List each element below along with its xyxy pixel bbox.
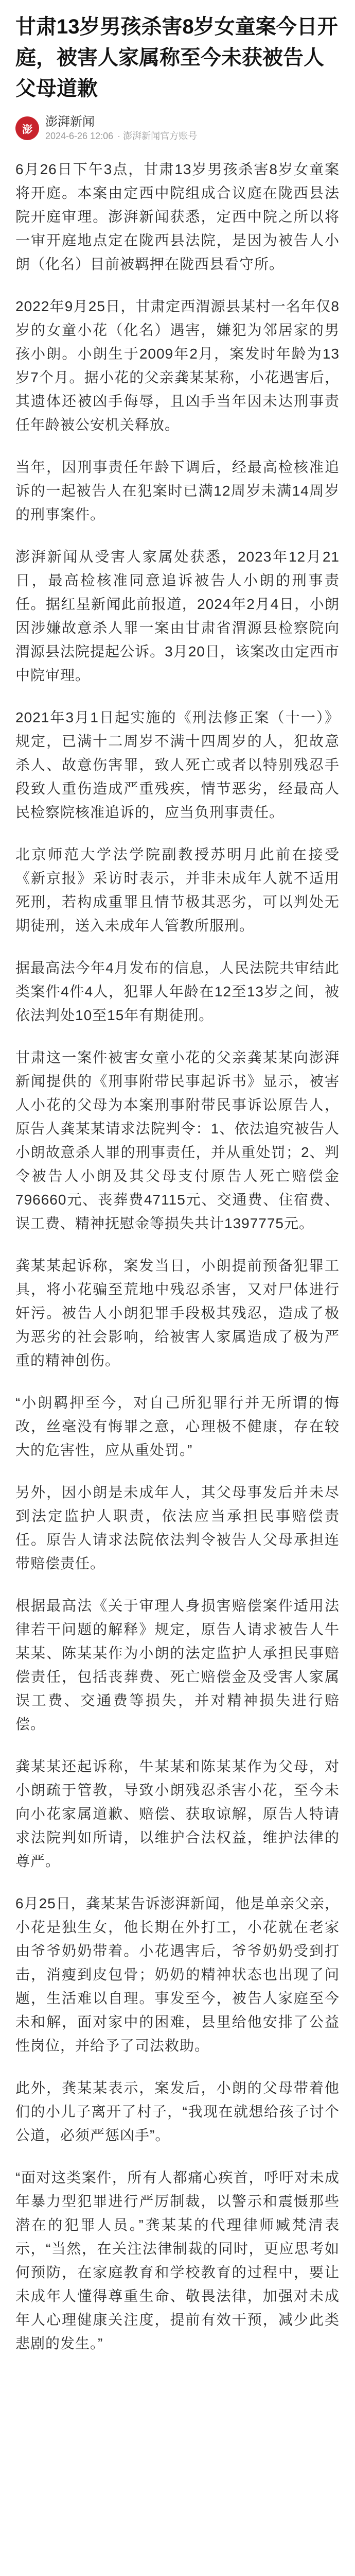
publish-date: 2024-6-26 12:06 [45,131,114,141]
paragraph: 根据最高法《关于审理人身损害赔偿案件适用法律若干问题的解释》规定，原告人请求被告人牛某某、陈某某作为小朗的法定监护人承担民事赔偿责任，包括丧葬费、死亡赔偿金及受害人家属误工费、交通费等损失，并对精神损失进行赔偿。 [15,1598,340,1732]
paragraph: “面对这类案件，所有人都痛心疾首，呼吁对未成年暴力型犯罪进行严厉制裁，以警示和震慑那些潜在的犯罪人员。”龚某某的代理律师臧梵清表示，“当然，在关注法律制裁的同时，更应思考如何预防，在家庭教育和学校教育的过程中，要让未成年人懂得尊重生命、敬畏法律，加强对未成年人心理健康关注度，提前有效干预，减少此类悲剧的发生。” [15,2170,340,2351]
paragraph: 甘肃这一案件被害女童小花的父亲龚某某向澎湃新闻提供的《刑事附带民事起诉书》显示，被害人小花的父母为本案刑事附带民事诉讼原告人，原告人龚某某请求法院判令：1、依法追究被告人小朗故意杀人罪的刑事责任，并从重处罚；2、判令被告人小朗及其父母支付原告人死亡赔偿金796660元、丧葬费47115元、交通费、住宿费、误工费、精神抚慰金等损失共计1397775元。 [15,1049,340,1231]
publish-meta [45,130,201,142]
paragraph: 澎湃新闻从受害人家属处获悉，2023年12月21日，最高检核准同意追诉被告人小朗的刑事责任。据红星新闻此前报道，2024年2月4日，小朗因涉嫌故意杀人罪一案由甘肃省渭源县检察院向渭源县法院提起公诉。3月20日，该案改由定西市中院审理。 [15,549,340,683]
source-info [45,114,201,142]
article-title: 甘肃13岁男孩杀害8岁女童案今日开庭，被害人家属称至今未获被告人父母道歉 [15,15,338,100]
paragraph: 据最高法今年4月发布的信息，人民法院共审结此类案件4件4人，犯罪人年龄在12至13岁之间，被依法判处10至15年有期徒刑。 [15,960,340,1023]
paragraph: 另外，因小朗是未成年人，其父母事发后并未尽到法定监护人职责，依法应当承担民事赔偿责任。原告人请求法院依法判令被告人父母承担连带赔偿责任。 [15,1484,340,1571]
article-body [0,142,355,2355]
paragraph: 2022年9月25日，甘肃定西渭源县某村一名年仅8岁的女童小花（化名）遇害，嫌犯为邻居家的男孩小朗。小朗生于2009年2月，案发时年龄为13岁7个月。据小花的父亲龚某某称，小花遇害后，其遗体还被凶手侮辱，且凶手当年因未达刑事责任年龄被公安机关释放。 [15,298,340,433]
source-bar [15,114,340,142]
paragraph: 当年，因刑事责任年龄下调后，经最高检核准追诉的一起被告人在犯案时已满12周岁未满14周岁的刑事案件。 [15,459,340,522]
paragraph: 6月25日，龚某某告诉澎湃新闻，他是单亲父亲，小花是独生女，他长期在外打工，小花就在老家由爷爷奶奶带着。小花遇害后，爷爷奶奶受到打击，消瘦到皮包骨；奶奶的精神状态也出现了问题，生活难以自理。事发至今，被告人家庭至今未和解，面对家中的困难，县里给他安排了公益性岗位，并给予了司法救助。 [15,1895,340,2054]
publisher-avatar[interactable]: 澎 [15,116,39,140]
paragraph: 此外，龚某某表示，案发后，小朗的父母带着他们的小儿子离开了村子，“我现在就想给孩子讨个公道，必须严惩凶手”。 [15,2080,340,2143]
paragraph: 北京师范大学法学院副教授苏明月此前在接受《新京报》采访时表示，并非未成年人就不适用死刑，若构成重罪且情节极其恶劣，可以判处无期徒刑，送入未成年人管教所服刑。 [15,846,340,934]
paragraph: 龚某某起诉称，案发当日，小朗提前预备犯罪工具，将小花骗至荒地中残忍杀害，又对尸体进行奸污。被告人小朗犯罪手段极其残忍，造成了极为恶劣的社会影响，给被害人家属造成了极为严重的精神创伤。 [15,1258,340,1368]
publisher-name[interactable]: 澎湃新闻 [45,115,95,129]
publisher-note: · 澎湃新闻官方账号 [117,131,198,141]
paragraph: 6月26日下午3点，甘肃13岁男孩杀害8岁女童案将开庭。本案由定西中院组成合议庭在陇西县法院开庭审理。澎湃新闻获悉，定西中院之所以将一审开庭地点定在陇西县法院，是因为被告人小朗（化名）目前被羁押在陇西县看守所。 [15,161,340,272]
paragraph: “小朗羁押至今，对自己所犯罪行并无所谓的悔改，丝毫没有悔罪之意，心理极不健康，存在较大的危害性，应从重处罚。” [15,1395,340,1458]
paragraph: 2021年3月1日起实施的《刑法修正案（十一）》规定，已满十二周岁不满十四周岁的人，犯故意杀人、故意伤害罪，致人死亡或者以特别残忍手段致人重伤造成严重残疾，情节恶劣，经最高人民检察院核准追诉的，应当负刑事责任。 [15,709,340,820]
paragraph: 龚某某还起诉称，牛某某和陈某某作为父母，对小朗疏于管教，导致小朗残忍杀害小花，至今未向小花家属道歉、赔偿、获取谅解，原告人特请求法院判如所请，以维护合法权益，维护法律的尊严。 [15,1758,340,1869]
